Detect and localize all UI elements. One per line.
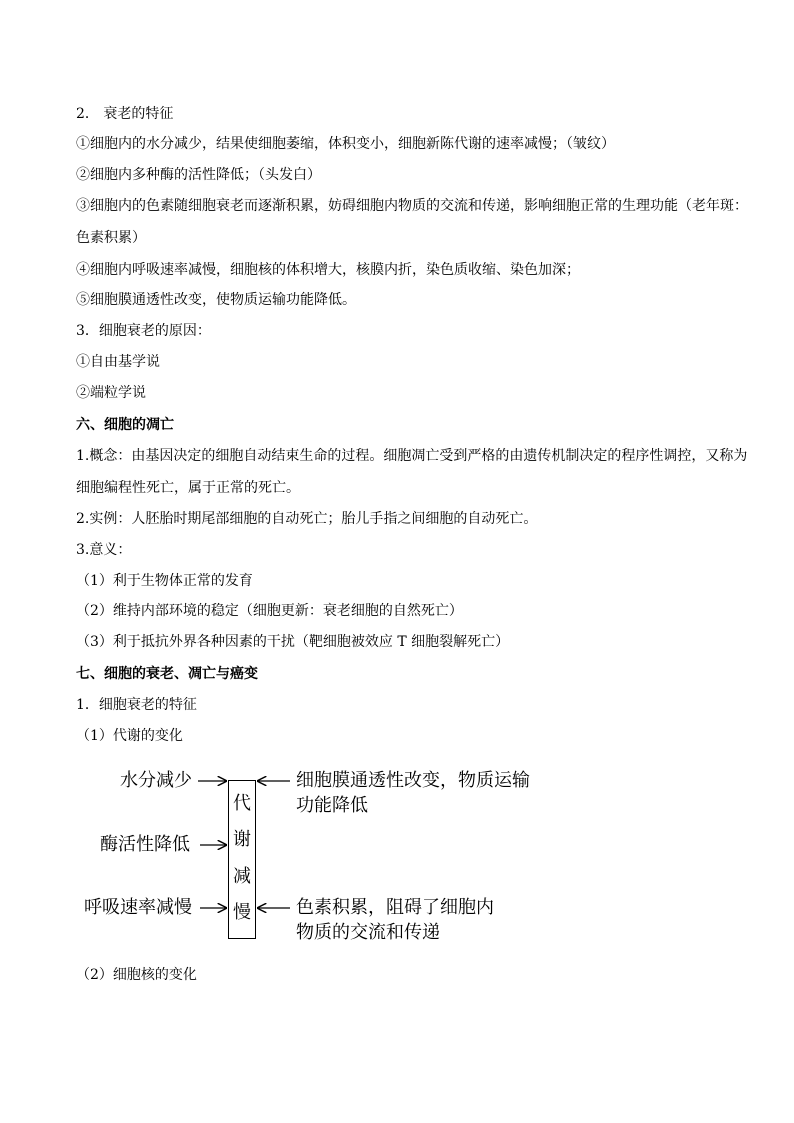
meaning-item-1: （1）利于生物体正常的发育 <box>76 573 253 589</box>
metabolism-diagram <box>60 760 580 950</box>
meaning-item-2: （2）维持内部环境的稳定（细胞更新：衰老细胞的自然死亡） <box>76 603 463 619</box>
label-enzyme-activity: 酶活性降低 <box>100 834 190 855</box>
section-2-title: 2． 衰老的特征 <box>76 106 174 122</box>
apoptosis-meaning-title: 3.意义： <box>76 542 132 558</box>
apoptosis-concept: 1.概念：由基因决定的细胞自动结束生命的过程。细胞凋亡受到严格的由遗传机制决定的程序性调控，又称为细胞编程性死亡，属于正常的死亡。 <box>76 448 748 496</box>
metabolism-slowdown-box <box>228 780 256 939</box>
label-water-decrease: 水分减少 <box>120 770 192 791</box>
cause-item-2: ②端粒学说 <box>76 385 146 401</box>
label-pigment-line-2: 物质的交流和传递 <box>296 922 440 943</box>
meaning-item-3: （3）利于抵抗外界各种因素的干扰（靶细胞被效应 T 细胞裂解死亡） <box>76 634 510 650</box>
sub-heading-1: 1．细胞衰老的特征 <box>76 697 197 713</box>
section-6-heading: 六、细胞的凋亡 <box>76 417 174 433</box>
box-char-3: 减 <box>233 866 251 887</box>
label-membrane-line-1: 细胞膜通透性改变，物质运输 <box>296 770 530 791</box>
section-7-heading: 七、细胞的衰老、凋亡与癌变 <box>76 666 258 682</box>
box-char-4: 慢 <box>233 902 251 923</box>
feature-item-3: ③细胞内的色素随细胞衰老而逐渐积累，妨碍细胞内物质的交流和传递，影响细胞正常的生理功能（老年斑：色素积累） <box>76 198 748 246</box>
feature-item-2: ②细胞内多种酶的活性降低；（头发白） <box>76 167 321 183</box>
label-pigment-line-1: 色素积累，阻碍了细胞内 <box>296 897 494 918</box>
feature-item-5: ⑤细胞膜通透性改变，使物质运输功能降低。 <box>76 292 356 308</box>
sub-heading-1-1: （1）代谢的变化 <box>76 728 183 744</box>
sub-heading-1-2: （2）细胞核的变化 <box>76 967 197 983</box>
label-respiration-rate: 呼吸速率减慢 <box>84 897 192 918</box>
feature-item-1: ①细胞内的水分减少，结果使细胞萎缩，体积变小，细胞新陈代谢的速率减慢；（皱纹） <box>76 136 615 152</box>
box-char-1: 代 <box>233 793 251 814</box>
feature-item-4: ④细胞内呼吸速率减慢，细胞核的体积增大，核膜内折，染色质收缩、染色加深； <box>76 262 580 278</box>
cause-item-1: ①自由基学说 <box>76 354 160 370</box>
apoptosis-example: 2.实例：人胚胎时期尾部细胞的自动死亡；胎儿手指之间细胞的自动死亡。 <box>76 511 538 527</box>
section-3-title: 3．细胞衰老的原因： <box>76 323 211 339</box>
label-membrane-line-2: 功能降低 <box>296 795 368 816</box>
box-char-2: 谢 <box>233 829 251 850</box>
